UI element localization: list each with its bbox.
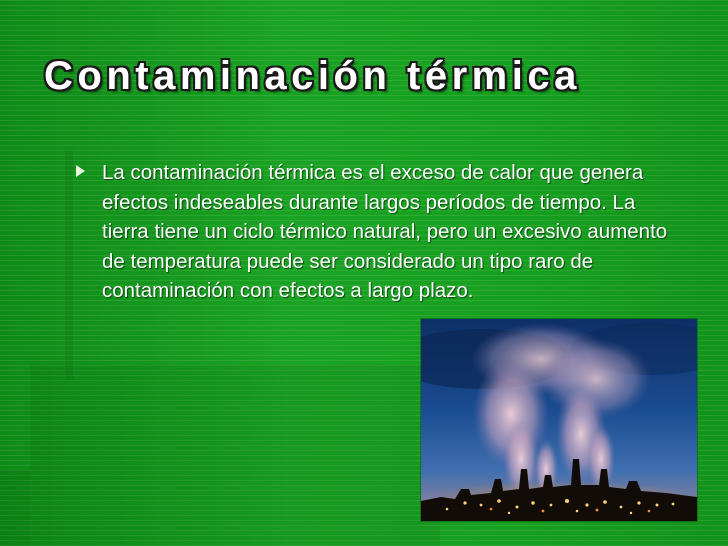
bullet-triangle-icon: [76, 165, 85, 177]
list-item: [76, 158, 686, 306]
background-panel: [65, 150, 73, 380]
slide-title: Contaminación térmica: [44, 54, 581, 98]
bullet-list: [76, 158, 686, 306]
background-panel: [0, 470, 30, 546]
industrial-plant-smoke-photo: [421, 319, 697, 521]
background-panel: [30, 365, 440, 546]
bullet-text: La contaminación térmica es el exceso de calor que genera efectos indeseables durante largos períodos de tiempo. La tierra tiene un ciclo térmico natural, pero un excesivo aumento de temperatura puede ser considerado un tipo raro de contaminación con efectos a largo plazo.: [102, 161, 668, 302]
